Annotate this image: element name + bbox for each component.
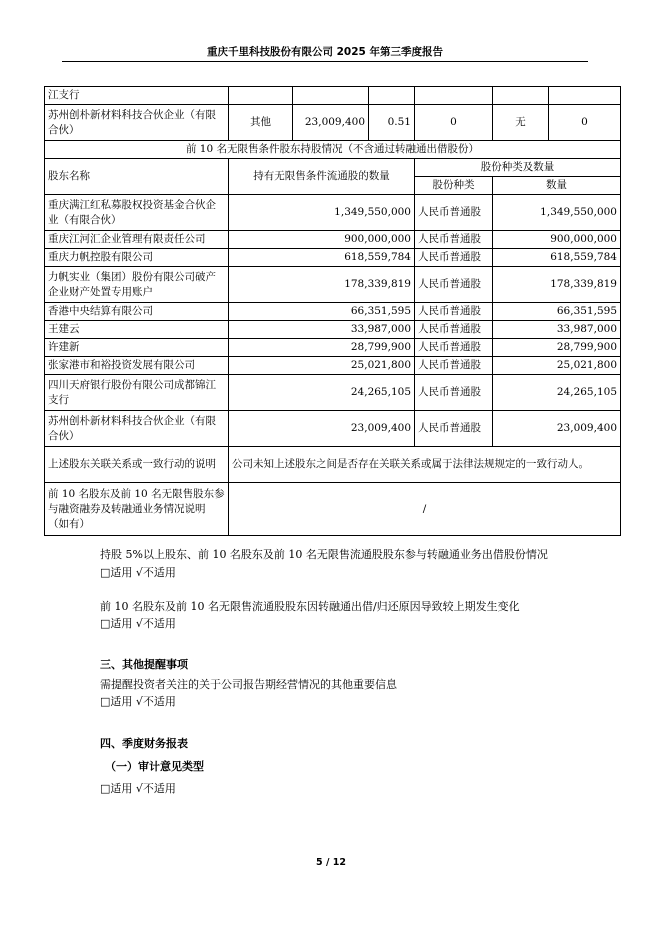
table-row: 香港中央结算有限公司 66,351,595 人民币普通股 66,351,595 bbox=[45, 303, 621, 321]
table-row: 重庆江河汇企业管理有限责任公司 900,000,000 人民币普通股 900,000,000 bbox=[45, 231, 621, 249]
table-row bbox=[45, 105, 621, 141]
table-cell: 0.51 bbox=[369, 105, 415, 141]
shareholder-table bbox=[44, 86, 621, 536]
column-header: 数量 bbox=[493, 177, 621, 195]
section4-title: 四、季度财务报表 bbox=[100, 737, 188, 750]
table-row: 王建云 33,987,000 人民币普通股 33,987,000 bbox=[45, 321, 621, 339]
table-row: 苏州创朴新材料科技合伙企业（有限合伙） 23,009,400 人民币普通股 23,009,400 bbox=[45, 411, 621, 447]
table-row: 张家港市和裕投资发展有限公司 25,021,800 人民币普通股 25,021,800 bbox=[45, 357, 621, 375]
section3-text: 需提醒投资者关注的关于公司报告期经营情况的其他重要信息 bbox=[100, 678, 397, 691]
header-divider bbox=[62, 61, 588, 62]
para1-check: □适用 √不适用 bbox=[100, 566, 176, 579]
table-row: 许建新 28,799,900 人民币普通股 28,799,900 bbox=[45, 339, 621, 357]
page-header: 重庆千里科技股份有限公司 2025 年第三季度报告 bbox=[206, 46, 444, 58]
section3-title: 三、其他提醒事项 bbox=[100, 658, 188, 671]
table-cell: 0 bbox=[415, 105, 493, 141]
column-header: 持有无限售条件流通股的数量 bbox=[229, 159, 415, 195]
table-row bbox=[45, 483, 621, 536]
column-header: 股份种类 bbox=[415, 177, 493, 195]
table-cell: 无 bbox=[493, 105, 549, 141]
section4-check: □适用 √不适用 bbox=[100, 782, 176, 795]
section4-sub: （一）审计意见类型 bbox=[105, 760, 204, 773]
table-cell: 0 bbox=[549, 105, 621, 141]
margin-value: / bbox=[229, 483, 621, 536]
table-cell: 23,009,400 bbox=[293, 105, 369, 141]
table-row: 重庆满江红私募股权投资基金合伙企业（有限合伙） 1,349,550,000 人民币普通股 1,349,550,000 bbox=[45, 195, 621, 231]
column-header: 股东名称 bbox=[45, 159, 229, 195]
table-cell: 其他 bbox=[229, 105, 293, 141]
table-cell: 苏州创朴新材料科技合伙企业（有限合伙） bbox=[45, 105, 229, 141]
table-cell: 江支行 bbox=[45, 87, 229, 105]
table-row: 四川天府银行股份有限公司成都锦江支行 24,265,105 人民币普通股 24,265,105 bbox=[45, 375, 621, 411]
table-row: 重庆力帆控股有限公司 618,559,784 人民币普通股 618,559,784 bbox=[45, 249, 621, 267]
column-header: 股份种类及数量 bbox=[415, 159, 621, 177]
para2-check: □适用 √不适用 bbox=[100, 617, 176, 630]
related-label: 上述股东关联关系或一致行动的说明 bbox=[45, 447, 229, 483]
related-value: 公司未知上述股东之间是否存在关联关系或属于法律法规规定的一致行动人。 bbox=[229, 447, 621, 483]
margin-label: 前 10 名股东及前 10 名无限售股东参与融资融券及转融通业务情况说明（如有） bbox=[45, 483, 229, 536]
section-title: 前 10 名无限售条件股东持股情况（不含通过转融通出借股份） bbox=[45, 141, 621, 159]
para2-text: 前 10 名股东及前 10 名无限售流通股股东因转融通出借/归还原因导致较上期发生变化 bbox=[100, 600, 520, 613]
page-number: 5 / 12 bbox=[316, 857, 346, 868]
table-row bbox=[45, 447, 621, 483]
table-row: 力帆实业（集团）股份有限公司破产企业财产处置专用账户 178,339,819 人民币普通股 178,339,819 bbox=[45, 267, 621, 303]
section3-check: □适用 √不适用 bbox=[100, 695, 176, 708]
para1-text: 持股 5%以上股东、前 10 名股东及前 10 名无限售流通股股东参与转融通业务出借股份情况 bbox=[100, 548, 548, 561]
